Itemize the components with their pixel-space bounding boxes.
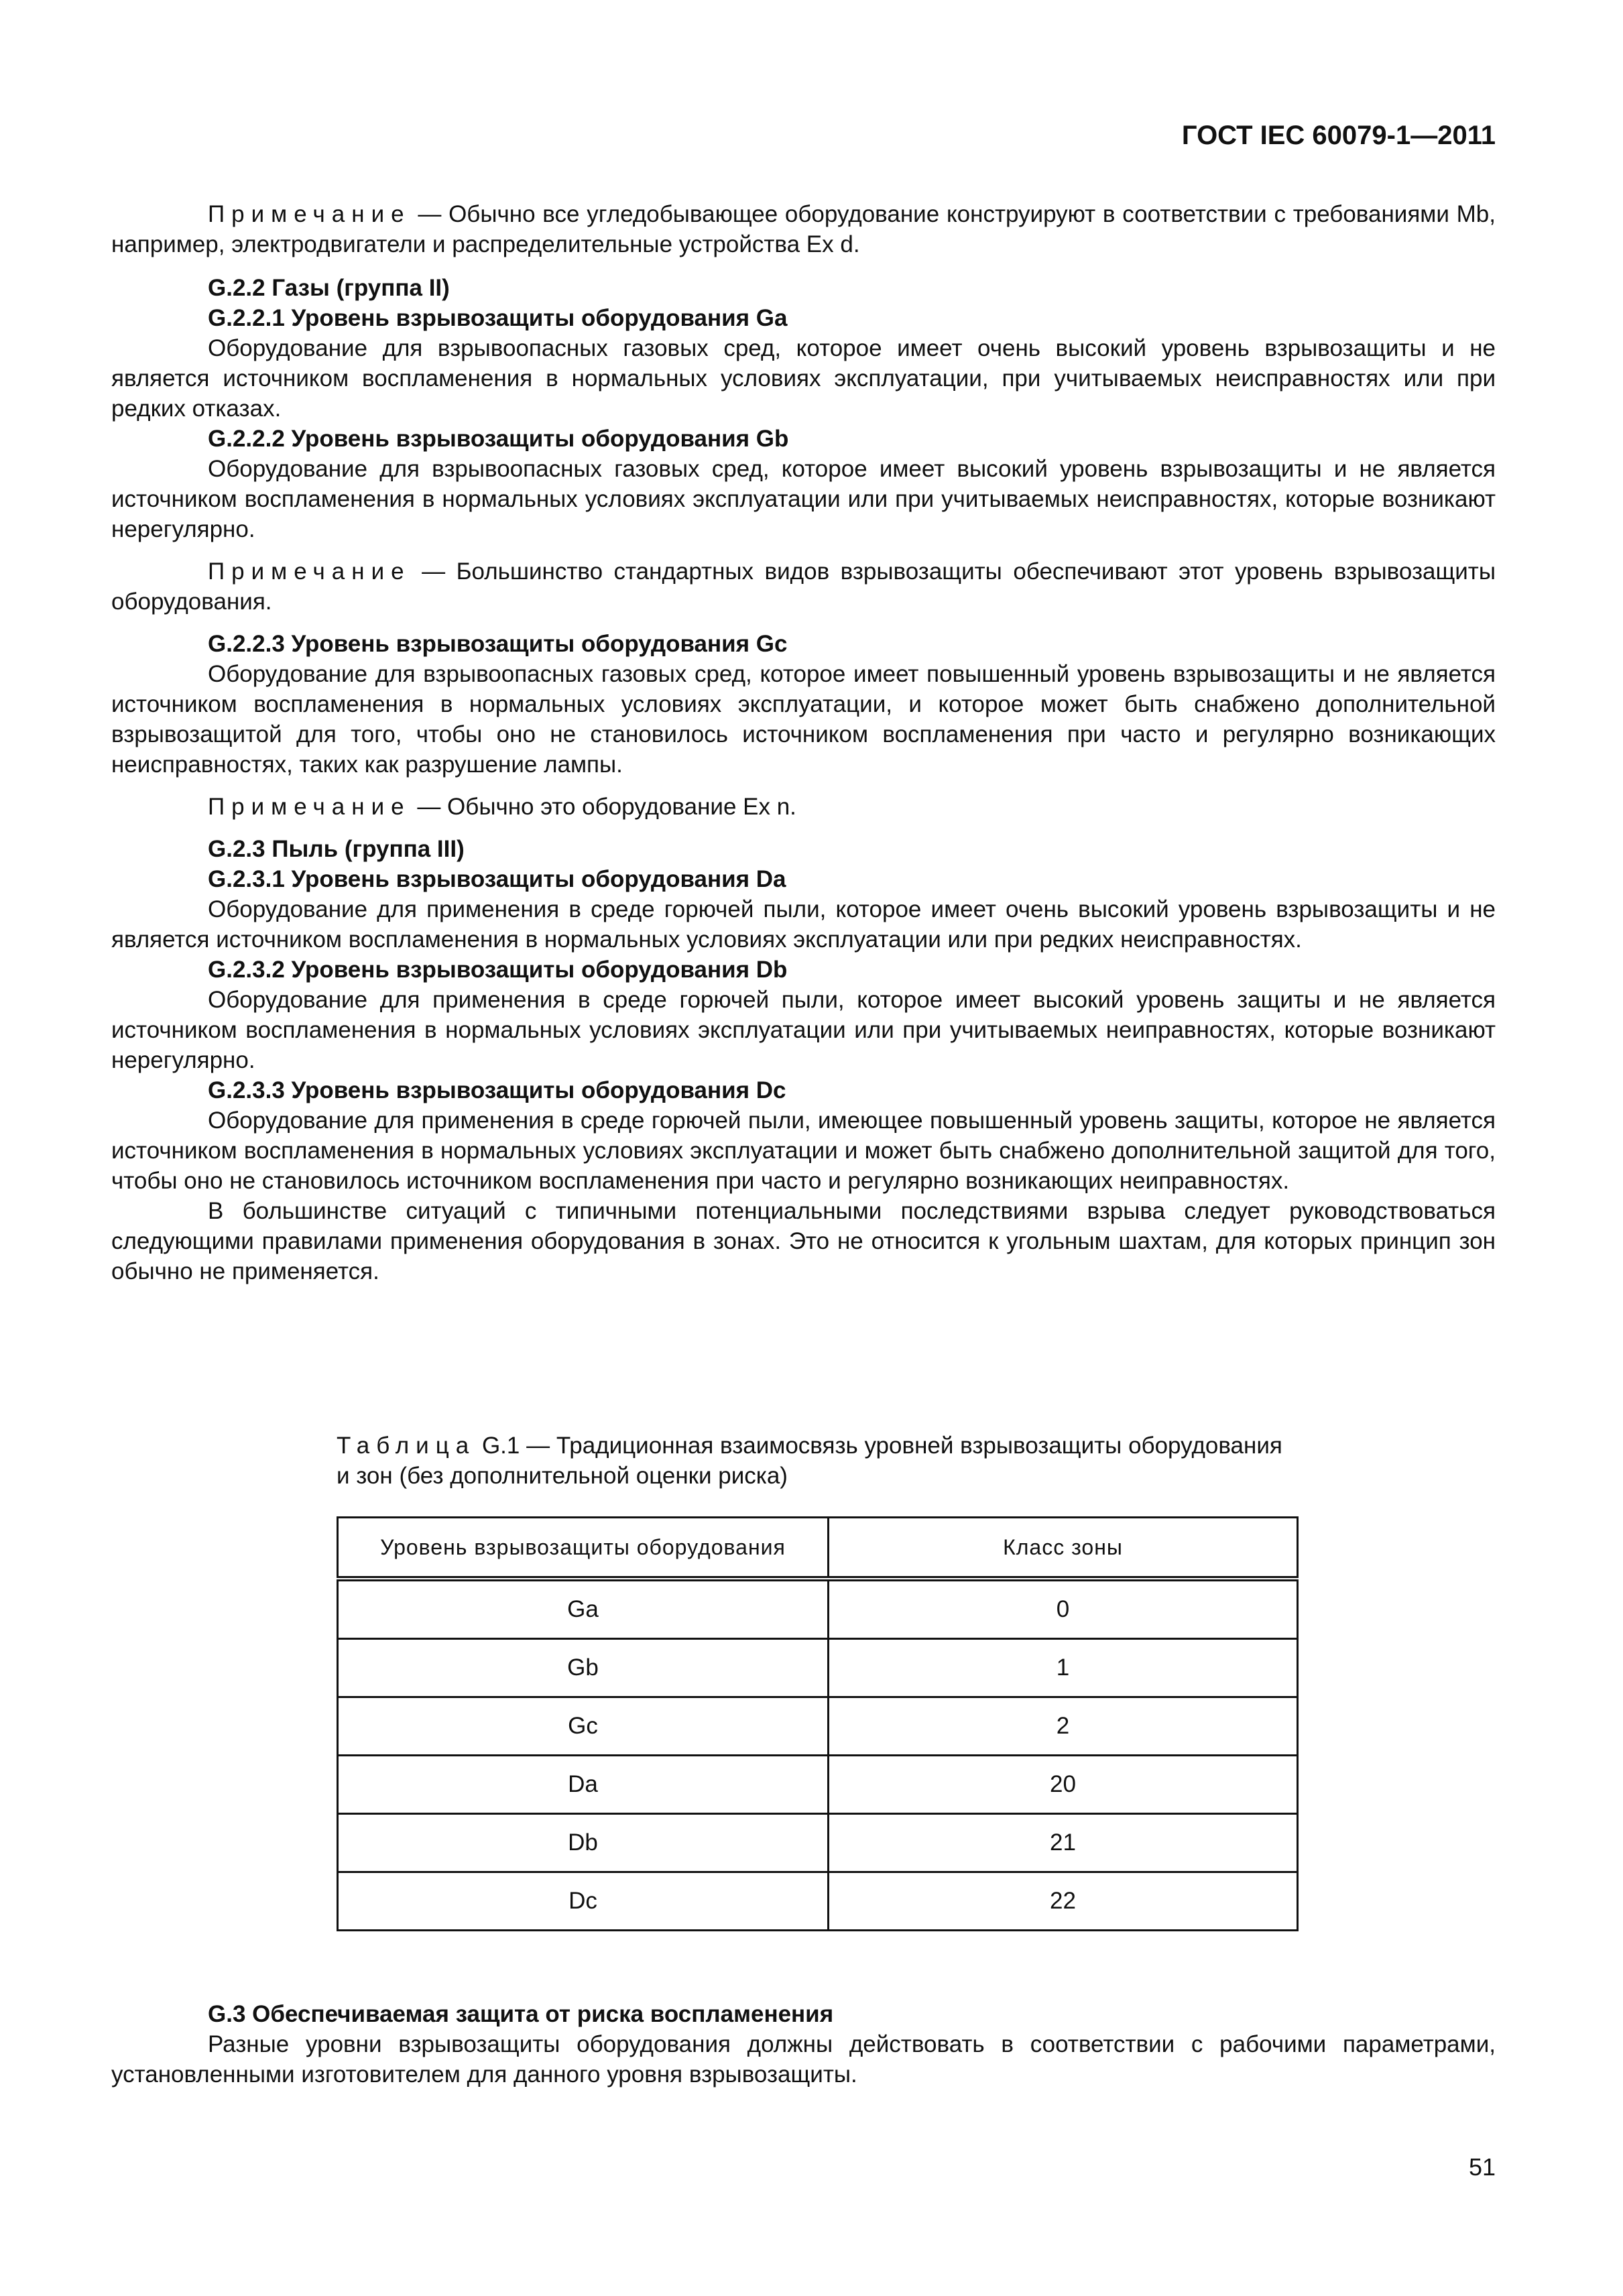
section-g3	[111, 1999, 1496, 2090]
subsection-heading: G.2.3.2 Уровень взрывозащиты оборудования Db	[208, 957, 788, 983]
table-cell: 21	[829, 1814, 1298, 1872]
note-paragraph	[111, 199, 1496, 259]
body-paragraph: Оборудование для взрывоопасных газовых сред, которое имеет высокий уровень взрывозащиты и не является источником воспламенения в нормальных условиях эксплуатации или при учитываемых неисправностях, которые возникают нерегулярно.	[111, 456, 1496, 542]
body-paragraph: Разные уровни взрывозащиты оборудования должны действовать в соответствии с рабочими параметрами, установленными изготовителем для данного уровня взрывозащиты.	[111, 2031, 1496, 2088]
table-cell: 1	[829, 1639, 1298, 1697]
note-text: — Обычно это оборудование Ex n.	[410, 794, 796, 820]
table-header-row	[338, 1518, 1298, 1579]
body-paragraph: Оборудование для применения в среде горючей пыли, которое имеет высокий уровень защиты и не является источником воспламенения в нормальных условиях эксплуатации или при учитываемых неиправностях, которые возникают нерегулярно.	[111, 987, 1496, 1073]
table-header-cell: Класс зоны	[829, 1518, 1298, 1579]
table-row	[338, 1639, 1298, 1697]
subsection-heading: G.2.2.1 Уровень взрывозащиты оборудования Ga	[208, 305, 788, 331]
table-row	[338, 1579, 1298, 1639]
subsection-heading: G.2.2.2 Уровень взрывозащиты оборудования Gb	[208, 426, 789, 452]
table-caption-text: G.1 — Традиционная взаимосвязь уровней взрывозащиты оборудования и зон (без дополнительной оценки риска)	[337, 1433, 1282, 1489]
table-cell: Ga	[338, 1579, 829, 1639]
table-cell: Dc	[338, 1872, 829, 1931]
table-header-cell: Уровень взрывозащиты оборудования	[338, 1518, 829, 1579]
note-text: — Обычно все угледобывающее оборудование конструируют в соответствии с требованиями Mb, например, электродвигатели и распределительные устройства Ex d.	[111, 201, 1496, 257]
note-text: — Большинство стандартных видов взрывозащиты обеспечивают этот уровень взрывозащиты оборудования.	[111, 558, 1496, 615]
subsection-heading: G.2.2.3 Уровень взрывозащиты оборудования Gc	[208, 631, 788, 657]
document-body	[111, 199, 1496, 1286]
note-label: Примечание	[208, 558, 411, 585]
table-caption-label: Таблица	[337, 1433, 476, 1459]
table-cell: Db	[338, 1814, 829, 1872]
table-cell: Da	[338, 1756, 829, 1814]
table-cell: Gc	[338, 1697, 829, 1756]
table-row	[338, 1756, 1298, 1814]
table-row	[338, 1814, 1298, 1872]
body-paragraph: Оборудование для применения в среде горючей пыли, которое имеет очень высокий уровень взрывозащиты и не является источником воспламенения в нормальных условиях эксплуатации или при редких неисправностях.	[111, 896, 1496, 953]
table-row	[338, 1697, 1298, 1756]
subsection-heading: G.2.3.3 Уровень взрывозащиты оборудования Dc	[208, 1077, 786, 1103]
table-cell: Gb	[338, 1639, 829, 1697]
table-cell: 0	[829, 1579, 1298, 1639]
table-row	[338, 1872, 1298, 1931]
document-code-header: ГОСТ IEC 60079-1—2011	[1181, 121, 1496, 150]
note-label: Примечание	[208, 201, 411, 227]
table-cell: 22	[829, 1872, 1298, 1931]
note-paragraph	[111, 556, 1496, 617]
body-paragraph: Оборудование для взрывоопасных газовых сред, которое имеет повышенный уровень взрывозащиты и не является источником воспламенения в нормальных условиях эксплуатации, и которое может быть снабжено дополнительной взрывозащитой для того, чтобы оно не становилось источником воспламенения при часто и регулярно возникающих неисправностях, таких как разрушение лампы.	[111, 661, 1496, 778]
page-number: 51	[1468, 2153, 1496, 2181]
section-heading: G.2.3 Пыль (группа III)	[208, 836, 465, 862]
zone-table	[337, 1516, 1299, 1931]
table-cell: 20	[829, 1756, 1298, 1814]
body-paragraph: Оборудование для применения в среде горючей пыли, имеющее повышенный уровень защиты, которое не является источником воспламенения в нормальных условиях эксплуатации и может быть снабжено дополнительной защитой для того, чтобы оно не становилось источником воспламенения при часто и регулярно возникающих неиправностях.	[111, 1107, 1496, 1194]
section-heading: G.2.2 Газы (группа II)	[208, 275, 450, 301]
body-paragraph: В большинстве ситуаций с типичными потенциальными последствиями взрыва следует руководствоваться следующими правилами применения оборудования в зонах. Это не относится к угольным шахтам, для которых принцип зон обычно не применяется.	[111, 1198, 1496, 1284]
note-label: Примечание	[208, 794, 411, 820]
note-paragraph	[111, 792, 1496, 822]
section-heading: G.3 Обеспечиваемая защита от риска воспламенения	[208, 2001, 834, 2027]
body-paragraph: Оборудование для взрывоопасных газовых сред, которое имеет очень высокий уровень взрывозащиты и не является источником воспламенения в нормальных условиях эксплуатации, при учитываемых неисправностях или при редких отказах.	[111, 335, 1496, 422]
table-caption	[337, 1431, 1297, 1491]
zone-table-block	[337, 1431, 1297, 1931]
table-cell: 2	[829, 1697, 1298, 1756]
subsection-heading: G.2.3.1 Уровень взрывозащиты оборудования Da	[208, 866, 786, 892]
